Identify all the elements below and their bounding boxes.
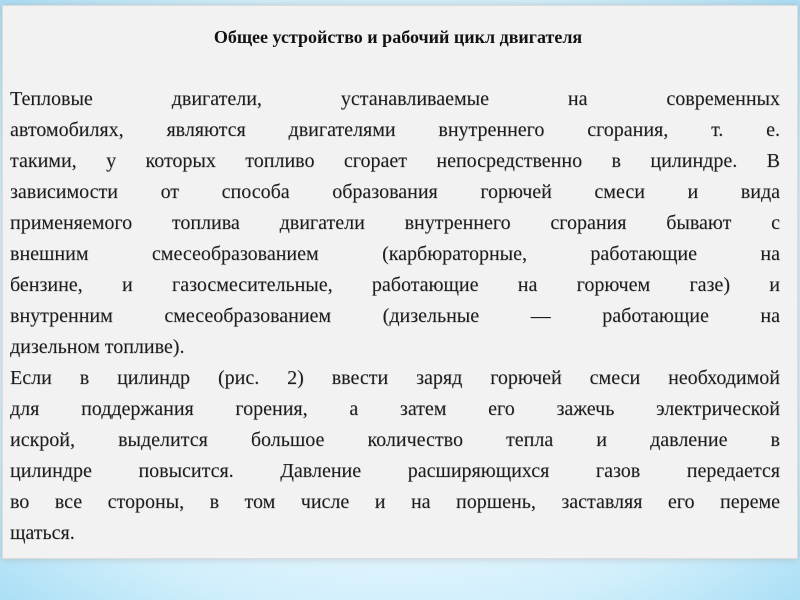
paragraph-1-line-2: автомобилях, являются двигателями внутреннего сгорания, т. е.	[10, 119, 780, 141]
paragraph-2-line-1: Если в цилиндр (рис. 2) ввести заряд горючей смеси необходимой	[10, 367, 780, 389]
paragraph-2-line-5: во все стороны, в том числе и на поршень, заставляя его переме	[10, 491, 780, 513]
paragraph-2-line-3: искрой, выделится большое количество тепла и давление в	[10, 429, 780, 451]
paragraph-2-line-4: цилиндре повысится. Давление расширяющихся газов передается	[10, 460, 780, 482]
paragraph-2-line-2: для поддержания горения, а затем его зажечь электрической	[10, 398, 780, 420]
text-panel	[2, 5, 798, 559]
paragraph-1-line-5: применяемого топлива двигатели внутреннего сгорания бывают с	[10, 212, 780, 234]
paragraph-1-line-6: внешним смесеобразованием (карбюраторные, работающие на	[10, 243, 780, 265]
paragraph-1-line-8: внутренним смесеобразованием (дизельные — работающие на	[10, 305, 780, 327]
slide-body-text	[10, 84, 780, 549]
paragraph-1-line-3: такими, у которых топливо сгорает непосредственно в цилиндре. В	[10, 150, 780, 172]
slide-title: Общее устройство и рабочий цикл двигателя	[213, 27, 583, 47]
paragraph-1-line-9: дизельном топливе).	[10, 336, 185, 358]
paragraph-1-line-4: зависимости от способа образования горючей смеси и вида	[10, 181, 780, 203]
paragraph-1-line-7: бензине, и газосмесительные, работающие на горючем газе) и	[10, 274, 780, 296]
paragraph-2-line-6: щаться.	[10, 522, 75, 544]
paragraph-1-line-1: Тепловые двигатели, устанавливаемые на современных	[10, 88, 780, 110]
